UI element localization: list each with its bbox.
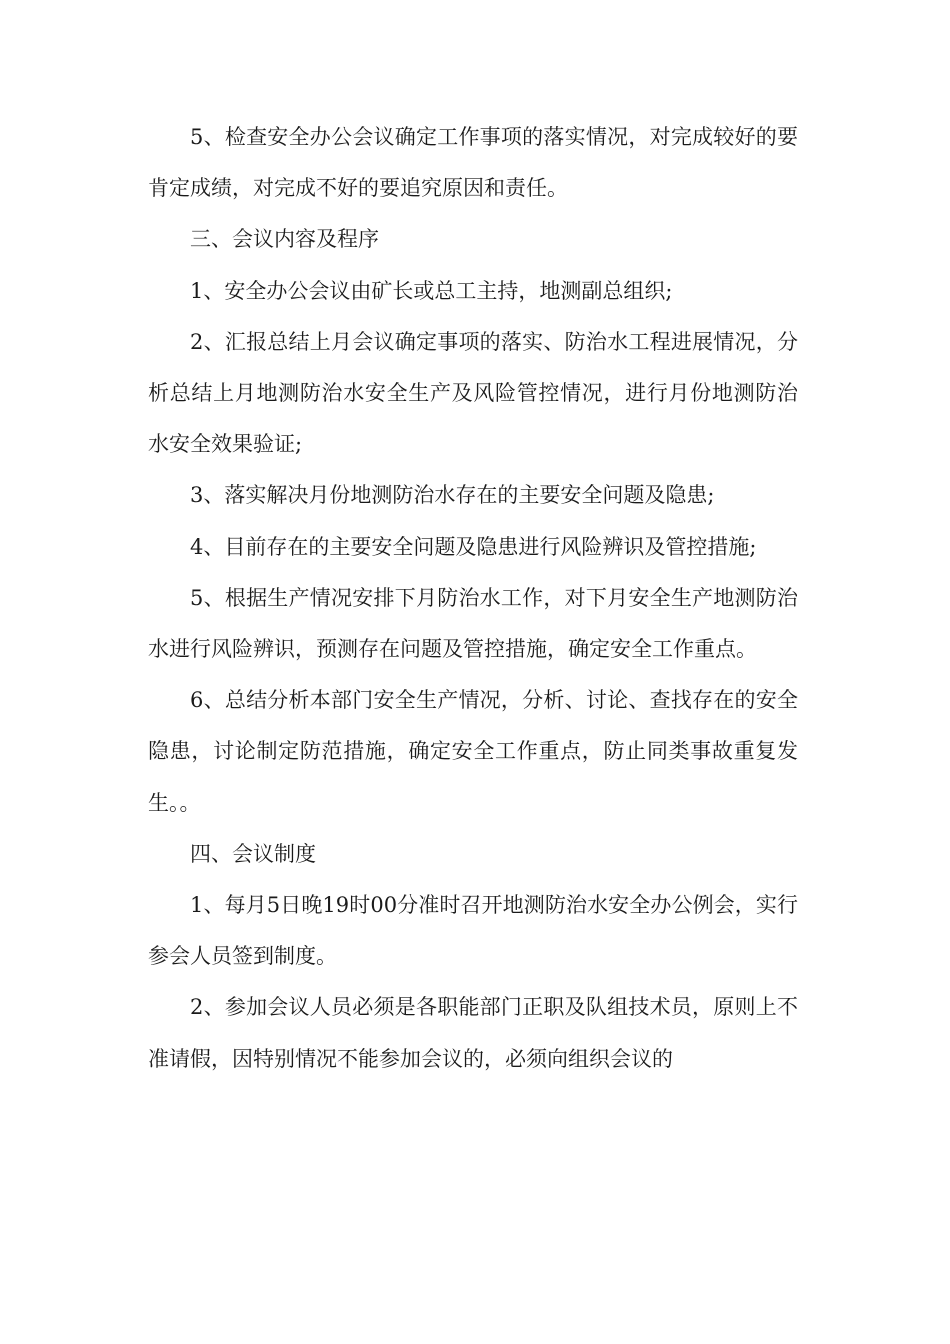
section-heading-meeting-rules: 四、会议制度 [190,841,316,866]
paragraph-rule-1-schedule: 1、每月5日晚19时00分准时召开地测防治水安全办公例会，实行参会人员签到制度。 [148,893,798,969]
paragraph-item-2-report: 2、汇报总结上月会议确定事项的落实、防治水工程进展情况，分析总结上月地测防治水安全生产及风险管控情况，进行月份地测防治水安全效果验证; [148,329,798,457]
paragraph-item-1-chair: 1、安全办公会议由矿长或总工主持，地测副总组织; [190,278,673,303]
paragraph-item-6-summary: 6、总结分析本部门安全生产情况，分析、讨论、查找存在的安全隐患，讨论制定防范措施，确定安全工作重点，防止同类事故重复发生。。 [148,688,798,815]
paragraph-item-5-check-implementation: 5、检查安全办公会议确定工作事项的落实情况，对完成较好的要肯定成绩，对完成不好的要追究原因和责任。 [148,125,798,201]
paragraph-item-4-risk: 4、目前存在的主要安全问题及隐患进行风险辨识及管控措施; [190,534,757,559]
paragraph-item-3-resolve: 3、落实解决月份地测防治水存在的主要安全问题及隐患; [190,483,715,508]
document-body [148,112,798,1085]
section-heading-meeting-content: 三、会议内容及程序 [190,227,379,252]
paragraph-rule-2-attendance: 2、参加会议人员必须是各职能部门正职及队组技术员，原则上不准请假，因特别情况不能参加会议的，必须向组织会议的 [148,995,798,1071]
paragraph-item-5-arrange: 5、根据生产情况安排下月防治水工作，对下月安全生产地测防治水进行风险辨识，预测存在问题及管控措施，确定安全工作重点。 [148,585,798,662]
